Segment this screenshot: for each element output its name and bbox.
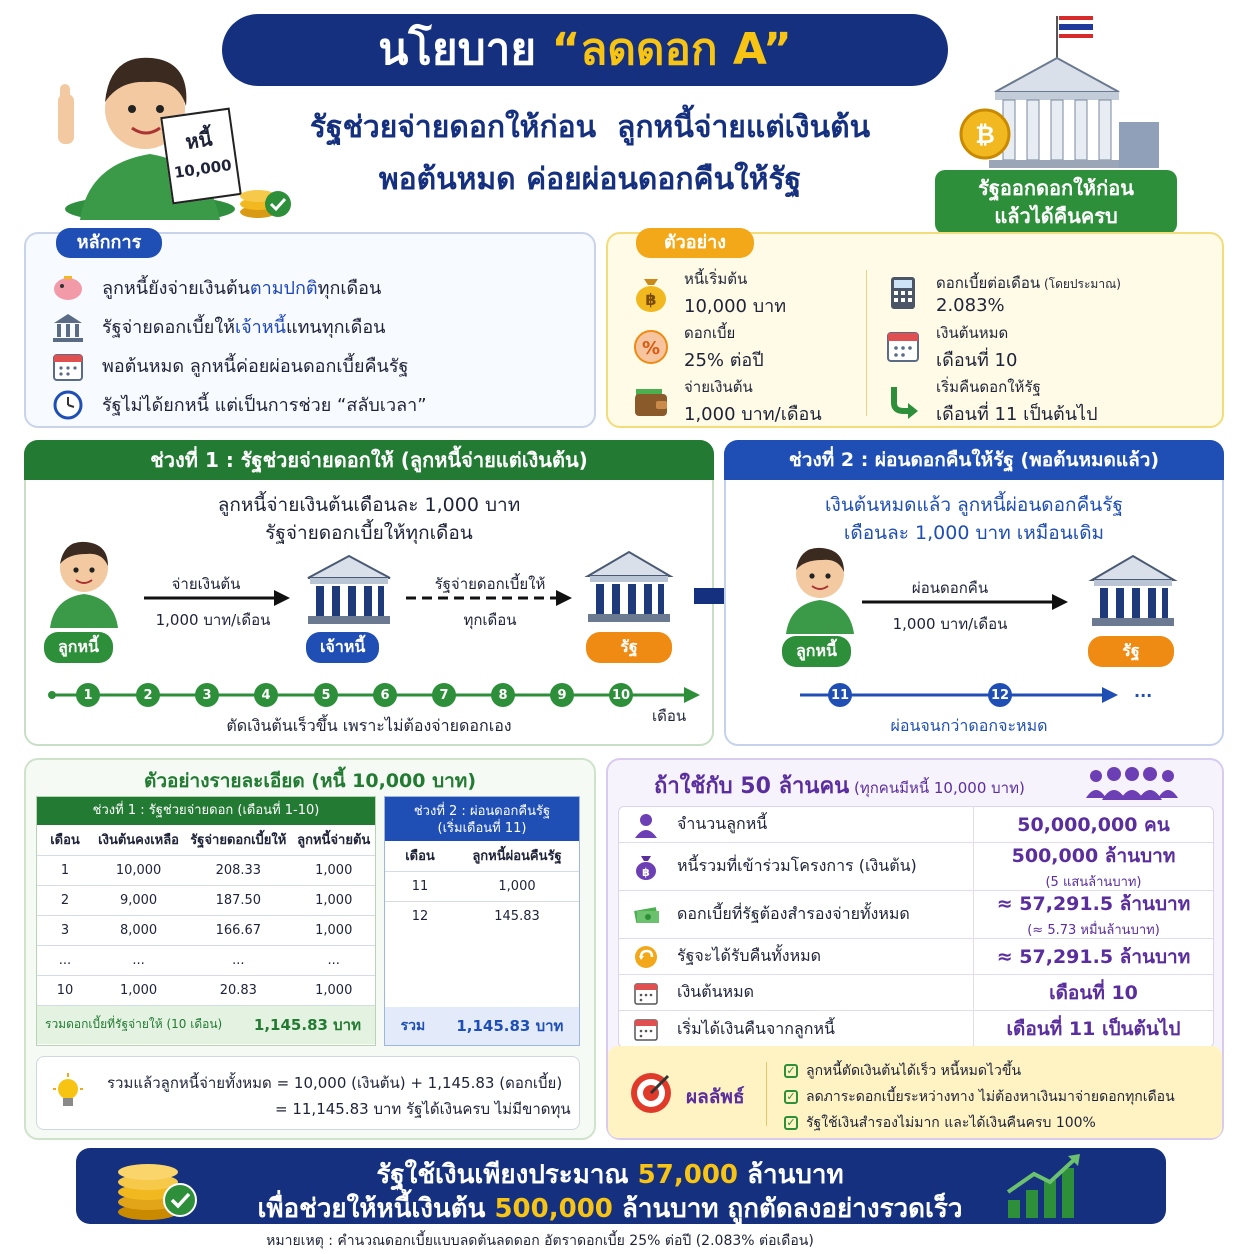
gov-caption bbox=[935, 170, 1177, 234]
banner-l1-hl: 57,000 bbox=[637, 1160, 739, 1190]
phase1-month-node: 5 bbox=[314, 683, 338, 707]
svg-text:฿: ฿ bbox=[642, 865, 650, 879]
example-item bbox=[884, 266, 1121, 320]
scale-label: เงินต้นหมด bbox=[677, 982, 755, 1001]
title-banner bbox=[222, 14, 948, 86]
svg-text:฿: ฿ bbox=[645, 290, 657, 309]
people-group-icon bbox=[1084, 766, 1180, 800]
table-row bbox=[37, 975, 375, 1005]
check-icon: ✓ bbox=[784, 1116, 798, 1130]
table-row bbox=[37, 945, 375, 975]
gov-caption-line-2: แล้วได้คืนครบ bbox=[994, 204, 1118, 228]
phase1-month-node: 1 bbox=[76, 683, 100, 707]
money-bag-icon bbox=[633, 853, 659, 881]
scale-row bbox=[619, 939, 1213, 975]
table-cell: 1 bbox=[37, 855, 93, 885]
table-cell: 145.83 bbox=[494, 908, 540, 924]
detail-table-2-grid bbox=[385, 841, 579, 931]
phase2-month-node: 12 bbox=[988, 683, 1012, 707]
table-cell: 3 bbox=[37, 915, 93, 945]
table-row bbox=[37, 885, 375, 915]
phase1-month-node: 10 bbox=[609, 683, 633, 707]
table-cell: 1,000 bbox=[292, 855, 375, 885]
principle-title: หลักการ bbox=[56, 228, 162, 258]
result-item bbox=[784, 1086, 1175, 1108]
scale-row bbox=[619, 975, 1213, 1011]
principle-item bbox=[50, 346, 427, 385]
table-row bbox=[385, 871, 579, 901]
result-item-text: ลูกหนี้ตัดเงินต้นได้เร็ว หนี้หมดไวขึ้น bbox=[806, 1063, 1022, 1079]
scale-value: ≈ 57,291.5 ล้านบาท bbox=[996, 945, 1191, 968]
example-right bbox=[884, 266, 1121, 428]
table-cell: 10 bbox=[37, 975, 93, 1005]
scale-value: เดือนที่ 10 bbox=[1049, 981, 1138, 1004]
principle-item-2-pre: รัฐจ่ายดอกเบี้ยให้ bbox=[102, 317, 235, 338]
table-cell: 9,000 bbox=[93, 885, 184, 915]
scale-sub: (5 แสนล้านบาท) bbox=[1045, 875, 1142, 890]
detail-summary bbox=[36, 1056, 580, 1130]
summary-line-2: = 11,145.83 บาท รัฐได้เงินครบ ไม่มีขาดทุน bbox=[275, 1100, 571, 1118]
result-item-text: ลดภาระดอกเบี้ยระหว่างทาง ไม่ต้องหาเงินมาจ่ายดอกทุกเดือน bbox=[806, 1089, 1175, 1105]
subtitle-1a: รัฐช่วยจ่ายดอกให้ก่อน bbox=[309, 110, 597, 145]
check-icon: ✓ bbox=[784, 1090, 798, 1104]
result-item bbox=[784, 1060, 1175, 1082]
principle-item bbox=[50, 307, 427, 346]
table-cell: 1,000 bbox=[93, 975, 184, 1005]
table-cell: 1,000 bbox=[455, 871, 579, 901]
principle-item-1-post: ทุกเดือน bbox=[317, 278, 382, 299]
phase1-month-node: 9 bbox=[550, 683, 574, 707]
scale-value: เดือนที่ 11 เป็นต้นไป bbox=[1006, 1018, 1181, 1040]
detail-table-2 bbox=[384, 796, 580, 1046]
table-cell: ... bbox=[292, 945, 375, 975]
phase2-arrow-top: ผ่อนดอกคืน bbox=[911, 579, 989, 597]
calculator-icon bbox=[884, 273, 922, 313]
detail-table-2-title bbox=[385, 797, 579, 841]
result-item bbox=[784, 1112, 1175, 1134]
phase2-title-bar: ช่วงที่ 2 : ผ่อนดอกคืนให้รัฐ (พอต้นหมดแล้ว) bbox=[724, 440, 1224, 480]
example-label: ดอกเบี้ยต่อเดือน bbox=[936, 273, 1041, 292]
subtitle-line-1 bbox=[250, 104, 930, 151]
result-box bbox=[608, 1046, 1222, 1138]
result-item-text: รัฐใช้เงินสำรองไม่มาก และได้เงินคืนครบ 100% bbox=[806, 1115, 1096, 1131]
title-highlight: “ลดดอก A” bbox=[551, 24, 792, 75]
scale-table bbox=[618, 806, 1214, 1048]
state-tag: รัฐ bbox=[1088, 636, 1174, 667]
example-item bbox=[884, 374, 1121, 428]
principle-list bbox=[50, 268, 427, 424]
principle-item-3: พอต้นหมด ลูกหนี้ค่อยผ่อนดอกเบี้ยคืนรัฐ bbox=[102, 356, 409, 377]
table-header: ลูกหนี้จ่ายต้น bbox=[292, 825, 375, 855]
scale-row bbox=[619, 891, 1213, 939]
principle-item-2-post: แทนทุกเดือน bbox=[285, 317, 386, 338]
example-item bbox=[632, 374, 822, 428]
example-item bbox=[632, 320, 822, 374]
detail-table-2-title-1: ช่วงที่ 2 : ผ่อนดอกคืนรัฐ bbox=[413, 804, 551, 819]
subtitle-line-2: พอต้นหมด ค่อยผ่อนดอกคืนให้รัฐ bbox=[378, 162, 802, 197]
phase1-line-1: ลูกหนี้จ่ายเงินต้นเดือนละ 1,000 บาท bbox=[217, 494, 521, 516]
table-cell: 2 bbox=[37, 885, 93, 915]
arrow1-top: จ่ายเงินต้น bbox=[171, 575, 241, 593]
table-cell: 208.33 bbox=[184, 855, 292, 885]
table-cell: 12 bbox=[411, 908, 429, 924]
coin-bitcoin-symbol: ₿ bbox=[975, 121, 995, 149]
government-building-illustration bbox=[955, 12, 1175, 172]
result-list bbox=[784, 1060, 1175, 1138]
table-cell: 166.67 bbox=[184, 915, 292, 945]
table-row bbox=[37, 915, 375, 945]
example-label: จ่ายเงินต้น bbox=[684, 377, 753, 396]
debtor-avatar bbox=[46, 532, 122, 628]
scale-row bbox=[619, 807, 1213, 843]
banner-l2-post: ล้านบาท ถูกตัดลงอย่างรวดเร็ว bbox=[612, 1194, 963, 1224]
detail-title: ตัวอย่างรายละเอียด (หนี้ 10,000 บาท) bbox=[143, 770, 477, 792]
detail-table-1 bbox=[36, 796, 376, 1046]
calendar-icon bbox=[50, 350, 86, 382]
table-cell: 1,000 bbox=[292, 915, 375, 945]
detail-table-2-title-2: (เริ่มเดือนที่ 11) bbox=[437, 821, 527, 836]
table-cell: ... bbox=[93, 945, 184, 975]
banner-l2-pre: เพื่อช่วยให้หนี้เงินต้น bbox=[257, 1194, 495, 1224]
percent-icon bbox=[632, 327, 670, 367]
title-prefix: นโยบาย bbox=[378, 24, 552, 75]
piggy-bank-icon bbox=[50, 272, 86, 304]
table-row bbox=[385, 901, 579, 931]
table-cell: ... bbox=[184, 945, 292, 975]
phase1-line-2: รัฐจ่ายดอกเบี้ยให้ทุกเดือน bbox=[265, 522, 473, 544]
arrow-right-icon bbox=[862, 592, 1072, 612]
state-bank-icon bbox=[584, 548, 674, 628]
phase1-month-node: 3 bbox=[195, 683, 219, 707]
table-cell: 20.83 bbox=[184, 975, 292, 1005]
example-label: เริ่มคืนดอกให้รัฐ bbox=[936, 377, 1041, 396]
example-divider bbox=[866, 270, 867, 416]
arrow2-top: รัฐจ่ายดอกเบี้ยให้ bbox=[434, 575, 546, 593]
total-value: 1,145.83 บาท bbox=[456, 1017, 564, 1035]
principle-item-1-hl: ตามปกติ bbox=[249, 278, 318, 299]
money-bag-icon bbox=[632, 273, 670, 313]
table-cell: 10,000 bbox=[93, 855, 184, 885]
phase1-title-bar: ช่วงที่ 1 : รัฐช่วยจ่ายดอกให้ (ลูกหนี้จ่ายแต่เงินต้น) bbox=[24, 440, 714, 480]
target-icon bbox=[628, 1070, 674, 1116]
debt-paper bbox=[160, 108, 242, 205]
creditor-bank-icon bbox=[304, 552, 394, 628]
arrow2-bottom: ทุกเดือน bbox=[463, 611, 517, 629]
example-value: เดือนที่ 11 เป็นต้นไป bbox=[936, 403, 1098, 425]
result-title: ผลลัพธ์ bbox=[686, 1086, 745, 1108]
table-row bbox=[37, 855, 375, 885]
example-value: เดือนที่ 10 bbox=[936, 349, 1018, 371]
calendar-icon bbox=[884, 327, 922, 367]
principle-item bbox=[50, 268, 427, 307]
result-divider bbox=[766, 1062, 767, 1126]
detail-table-1-total bbox=[37, 1006, 375, 1044]
coin-return-icon bbox=[633, 944, 659, 970]
phase1-month-node: 8 bbox=[491, 683, 515, 707]
scale-title-main: ถ้าใช้กับ 50 ล้านคน bbox=[654, 774, 850, 799]
total-label: รวมดอกเบี้ยที่รัฐจ่ายให้ (10 เดือน) bbox=[45, 1017, 223, 1031]
phase2-timeline-note: ผ่อนจนกว่าดอกจะหมด bbox=[890, 716, 1048, 735]
table-header: เงินต้นคงเหลือ bbox=[93, 825, 184, 855]
phase2-ellipsis: ... bbox=[1134, 682, 1153, 701]
coin-stack-check-icon bbox=[112, 1150, 202, 1222]
phase1-timeline-note: ตัดเงินต้นเร็วขึ้น เพราะไม่ต้องจ่ายดอกเอง bbox=[226, 716, 512, 735]
calendar-icon bbox=[633, 980, 659, 1006]
example-label: หนี้เริ่มต้น bbox=[684, 269, 748, 288]
banner-l2-hl: 500,000 bbox=[494, 1194, 613, 1224]
phase1-month-unit: เดือน bbox=[652, 707, 687, 725]
check-icon: ✓ bbox=[784, 1064, 798, 1078]
state-tag: รัฐ bbox=[586, 632, 672, 663]
example-title: ตัวอย่าง bbox=[636, 228, 754, 258]
principle-item-4: รัฐไม่ได้ยกหนี้ แต่เป็นการช่วย “สลับเวลา” bbox=[102, 395, 427, 416]
scale-row bbox=[619, 843, 1213, 891]
table-cell: 11 bbox=[385, 871, 455, 901]
principle-item bbox=[50, 385, 427, 424]
total-value: 1,145.83 บาท bbox=[253, 1015, 361, 1034]
coin-stack-check-icon bbox=[236, 176, 292, 220]
principle-item-2-hl: เจ้าหนี้ bbox=[234, 317, 286, 338]
example-note: (โดยประมาณ) bbox=[1040, 276, 1121, 291]
phase2-month-node: 11 bbox=[828, 683, 852, 707]
scale-title bbox=[654, 768, 1025, 803]
table-header: เดือน bbox=[37, 825, 93, 855]
phase1-month-node: 7 bbox=[432, 683, 456, 707]
scale-row bbox=[619, 1011, 1213, 1047]
table-cell: 1,000 bbox=[292, 975, 375, 1005]
scale-sub: (≈ 5.73 หมื่นล้านบาท) bbox=[1027, 923, 1160, 938]
banknotes-icon bbox=[633, 903, 661, 927]
banner-l1-post: ล้านบาท bbox=[738, 1160, 844, 1190]
svg-text:%: % bbox=[641, 338, 661, 359]
growth-chart-icon bbox=[1004, 1152, 1088, 1220]
scale-label: หนี้รวมที่เข้าร่วมโครงการ (เงินต้น) bbox=[677, 856, 917, 875]
example-value: 10,000 บาท bbox=[684, 295, 787, 317]
phase1-month-node: 2 bbox=[136, 683, 160, 707]
scale-label: รัฐจะได้รับคืนทั้งหมด bbox=[677, 946, 822, 965]
table-cell: 1,000 bbox=[292, 885, 375, 915]
detail-table-1-title: ช่วงที่ 1 : รัฐช่วยจ่ายดอก (เดือนที่ 1-10) bbox=[37, 797, 375, 825]
detail-table-1-grid bbox=[37, 825, 375, 1006]
summary-line-1: รวมแล้วลูกหนี้จ่ายทั้งหมด = 10,000 (เงินต้น) + 1,145.83 (ดอกเบี้ย) bbox=[107, 1074, 563, 1092]
clock-icon bbox=[50, 389, 86, 421]
dashed-arrow-right-icon bbox=[406, 588, 576, 608]
scale-label: ดอกเบี้ยที่รัฐต้องสำรองจ่ายทั้งหมด bbox=[677, 904, 910, 923]
table-header: เดือน bbox=[385, 841, 455, 871]
bank-icon bbox=[50, 311, 86, 343]
scale-value: ≈ 57,291.5 ล้านบาท bbox=[996, 893, 1191, 915]
example-label: ดอกเบี้ย bbox=[684, 323, 736, 342]
state-bank-icon bbox=[1088, 552, 1178, 632]
arrow1-bottom: 1,000 บาท/เดือน bbox=[155, 611, 271, 629]
subtitle-1b: ลูกหนี้จ่ายแต่เงินต้น bbox=[617, 110, 871, 145]
debtor-avatar bbox=[782, 538, 858, 634]
scale-value: 500,000 ล้านบาท bbox=[1011, 845, 1176, 867]
debtor-tag: ลูกหนี้ bbox=[44, 632, 113, 663]
phase2-line-1: เงินต้นหมดแล้ว ลูกหนี้ผ่อนดอกคืนรัฐ bbox=[825, 494, 1123, 516]
scale-title-note: (ทุกคนมีหนี้ 10,000 บาท) bbox=[849, 779, 1025, 797]
return-arrow-icon bbox=[884, 381, 922, 421]
phase2-line-2: เดือนละ 1,000 บาท เหมือนเดิม bbox=[843, 522, 1105, 544]
example-left bbox=[632, 266, 822, 428]
wallet-icon bbox=[632, 381, 670, 421]
example-label: เงินต้นหมด bbox=[936, 323, 1009, 342]
debt-paper-amount: 10,000 bbox=[172, 155, 233, 182]
example-item bbox=[632, 266, 822, 320]
lightbulb-icon bbox=[51, 1073, 85, 1113]
banner-l1-pre: รัฐใช้เงินเพียงประมาณ bbox=[376, 1160, 638, 1190]
gov-caption-line-1: รัฐออกดอกให้ก่อน bbox=[978, 176, 1134, 200]
table-cell: ... bbox=[37, 945, 93, 975]
phase2-arrow-bottom: 1,000 บาท/เดือน bbox=[892, 615, 1008, 633]
debtor-tag: ลูกหนี้ bbox=[782, 636, 851, 667]
example-item bbox=[884, 320, 1121, 374]
scale-label: เริ่มได้เงินคืนจากลูกหนี้ bbox=[677, 1018, 835, 1038]
example-value: 25% ต่อปี bbox=[684, 349, 764, 371]
example-value: 1,000 บาท/เดือน bbox=[684, 403, 822, 425]
scale-label: จำนวนลูกหนี้ bbox=[677, 814, 768, 833]
principle-item-1-pre: ลูกหนี้ยังจ่ายเงินต้น bbox=[102, 278, 250, 299]
total-label: รวม bbox=[400, 1018, 426, 1034]
footnote: หมายเหตุ : คำนวณดอกเบี้ยแบบลดต้นลดดอก อัตราดอกเบี้ย 25% ต่อปี (2.083% ต่อเดือน) bbox=[266, 1233, 814, 1249]
arrow-right-icon bbox=[144, 588, 292, 608]
example-value: 2.083% bbox=[936, 294, 1005, 316]
scale-value: 50,000,000 คน bbox=[1017, 813, 1170, 836]
table-cell: 8,000 bbox=[93, 915, 184, 945]
table-header: ลูกหนี้ผ่อนคืนรัฐ bbox=[455, 841, 579, 871]
phase1-month-node: 6 bbox=[373, 683, 397, 707]
person-icon bbox=[633, 812, 659, 838]
calendar-icon bbox=[633, 1016, 659, 1042]
table-cell: 187.50 bbox=[184, 885, 292, 915]
detail-table-2-total bbox=[385, 1007, 579, 1045]
creditor-tag: เจ้าหนี้ bbox=[306, 632, 379, 663]
phase1-month-node: 4 bbox=[254, 683, 278, 707]
banner-line-2 bbox=[200, 1188, 1020, 1229]
table-header: รัฐจ่ายดอกเบี้ยให้ bbox=[184, 825, 292, 855]
debt-paper-word: หนี้ bbox=[183, 126, 214, 154]
